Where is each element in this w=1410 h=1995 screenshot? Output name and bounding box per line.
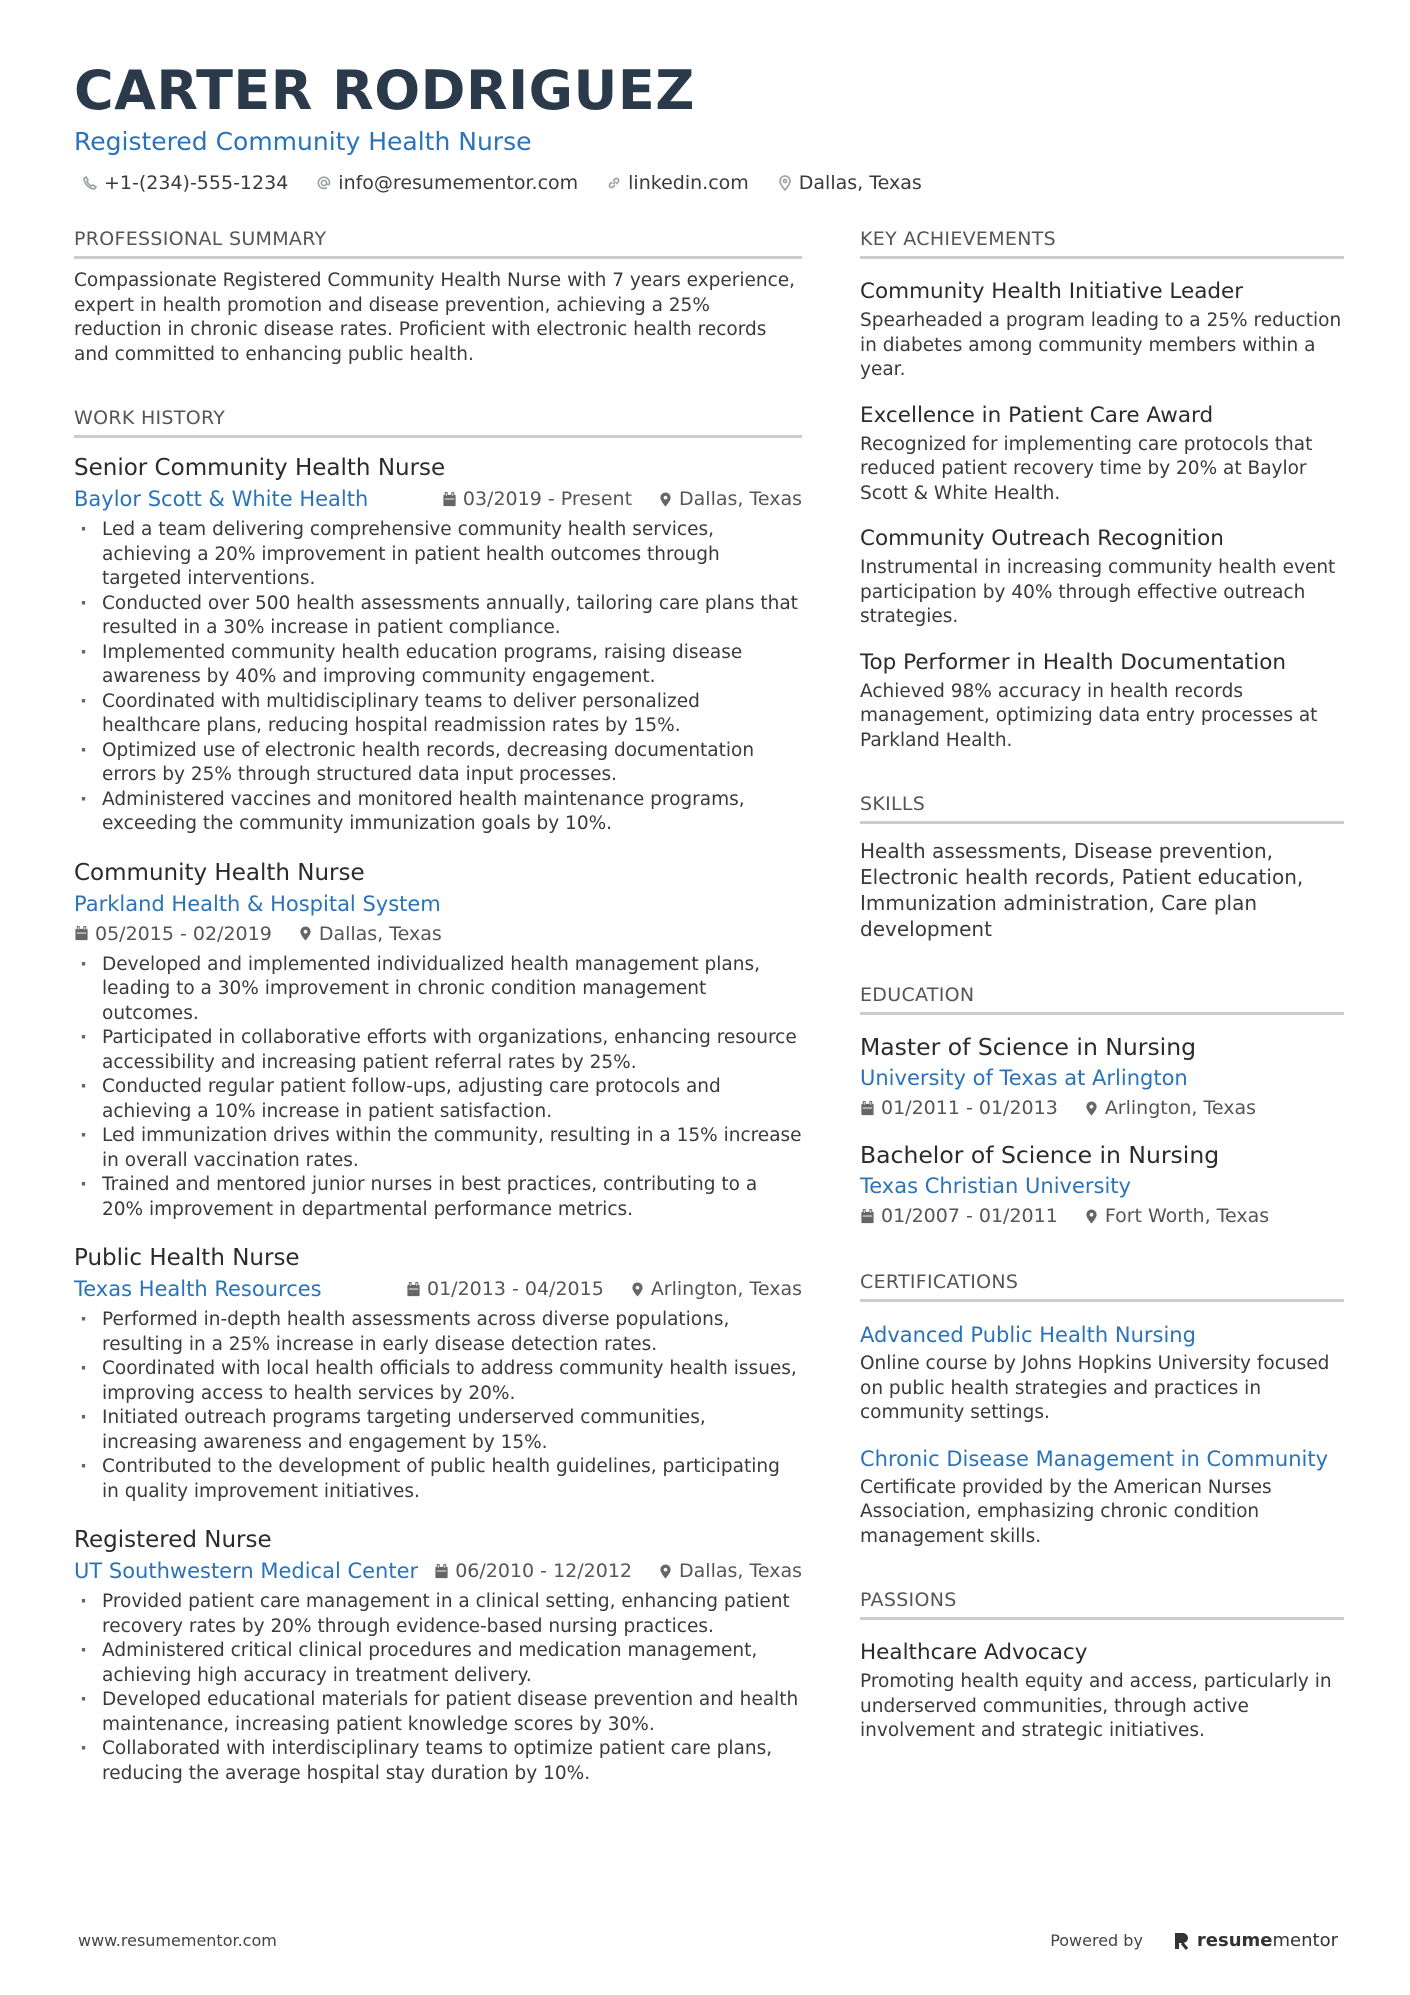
contact-location: [777, 172, 922, 194]
job-bullets: [74, 953, 802, 1223]
job-bullet: · Performed in-depth health assessments across diverse populations, resulting in a 25% increase in early disease detection rates.: [74, 1308, 802, 1357]
job-bullet: · Administered vaccines and monitored health maintenance programs, exceeding the community immunization goals by 10%.: [74, 788, 802, 837]
map-pin-icon: [777, 175, 793, 191]
education-item: [860, 1139, 1344, 1231]
left-column: [74, 226, 802, 1786]
job-bullet: · Provided patient care management in a clinical setting, enhancing patient recovery rates by 20% through evidence-based nursing practices.: [74, 1590, 802, 1639]
education-meta-row: [860, 1093, 1344, 1123]
achievement-desc: Achieved 98% accuracy in health records management, optimizing data entry processes at Parkland Health.: [860, 680, 1318, 751]
certification-desc: Online course by Johns Hopkins University focused on public health strategies and practices in community settings.: [860, 1353, 1330, 1423]
map-pin-icon: [298, 926, 313, 941]
calendar-icon: [74, 926, 89, 941]
job-entry: [74, 1242, 802, 1504]
right-column: [860, 226, 1344, 1744]
passion-item: [860, 1638, 1344, 1744]
calendar-icon: [434, 1564, 449, 1579]
job-meta-row: [74, 1274, 802, 1304]
contact-email: [316, 172, 578, 194]
job-dates: 03/2019 - Present: [442, 484, 632, 514]
education-degree: Master of Science in Nursing: [860, 1033, 1197, 1061]
location-text: Dallas, Texas: [798, 172, 922, 194]
achievement-title: Top Performer in Health Documentation: [860, 649, 1287, 675]
job-bullet: · Coordinated with multidisciplinary teams to deliver personalized healthcare plans, reducing hospital readmission rates by 15%.: [74, 690, 802, 739]
certification-item: [860, 1320, 1344, 1426]
contact-phone: [82, 172, 288, 194]
job-entry: [74, 1524, 802, 1786]
job-bullet: · Conducted over 500 health assessments annually, tailoring care plans that resulted in a 30% increase in patient compliance.: [74, 592, 802, 641]
education-degree: Bachelor of Science in Nursing: [860, 1141, 1220, 1169]
powered-by-label: Powered by: [1050, 1931, 1143, 1950]
calendar-icon: [860, 1209, 875, 1224]
skills-text: Health assessments, Disease prevention, Electronic health records, Patient education, Immunization administration, Care plan development: [860, 839, 1304, 941]
job-bullet: · Led immunization drives within the community, resulting in a 15% increase in overall vaccination rates.: [74, 1124, 802, 1173]
education-school: Texas Christian University: [860, 1174, 1131, 1198]
job-org: UT Southwestern Medical Center: [74, 1559, 419, 1583]
education-dates: 01/2011 - 01/2013: [860, 1093, 1058, 1123]
job-bullet: · Trained and mentored junior nurses in best practices, contributing to a 20% improvement in departmental performance metrics.: [74, 1173, 802, 1222]
job-bullet: · Coordinated with local health officials to address community health issues, improving access to health services by 20%.: [74, 1357, 802, 1406]
candidate-title: Registered Community Health Nurse: [74, 127, 532, 156]
job-bullet: · Led a team delivering comprehensive community health services, achieving a 20% improvement in patient health outcomes through targeted interventions.: [74, 518, 802, 592]
map-pin-icon: [630, 1282, 645, 1297]
job-bullet: · Developed and implemented individualized health management plans, leading to a 30% improvement in chronic condition management outcomes.: [74, 953, 802, 1027]
achievement-item: [860, 648, 1344, 754]
education-item: [860, 1031, 1344, 1123]
job-location: Dallas, Texas: [658, 484, 802, 514]
achievements-heading: KEY ACHIEVEMENTS: [860, 226, 1344, 259]
calendar-icon: [406, 1282, 421, 1297]
job-bullets: [74, 518, 802, 837]
job-entry: [74, 857, 802, 1223]
job-org: Texas Health Resources: [74, 1277, 322, 1301]
certification-item: [860, 1444, 1344, 1550]
job-org-row: [74, 889, 802, 919]
job-meta-row: [74, 1556, 802, 1586]
job-location: Dallas, Texas: [658, 1556, 802, 1586]
achievement-title: Excellence in Patient Care Award: [860, 402, 1214, 428]
job-title: Community Health Nurse: [74, 859, 365, 886]
certification-title: Chronic Disease Management in Community: [860, 1446, 1328, 1471]
achievement-item: [860, 524, 1344, 630]
map-pin-icon: [658, 1564, 673, 1579]
job-org: Baylor Scott & White Health: [74, 487, 369, 511]
summary-heading: PROFESSIONAL SUMMARY: [74, 226, 802, 259]
job-bullet: · Contributed to the development of public health guidelines, participating in quality improvement initiatives.: [74, 1455, 802, 1504]
job-bullet: · Optimized use of electronic health records, decreasing documentation errors by 25% through structured data input processes.: [74, 739, 802, 788]
calendar-icon: [442, 492, 457, 507]
certification-desc: Certificate provided by the American Nurses Association, emphasizing chronic condition management skills.: [860, 1476, 1272, 1547]
link-icon: [606, 175, 622, 191]
job-bullet: · Participated in collaborative efforts with organizations, enhancing resource accessibility and increasing patient referral rates by 25%.: [74, 1026, 802, 1075]
email-text: info@resumementor.com: [338, 172, 579, 194]
education-school: University of Texas at Arlington: [860, 1066, 1188, 1090]
contact-linkedin: [606, 172, 749, 194]
certifications-heading: CERTIFICATIONS: [860, 1269, 1344, 1302]
job-dates: 06/2010 - 12/2012: [434, 1556, 632, 1586]
job-bullet: · Developed educational materials for patient disease prevention and health maintenance, increasing patient knowledge scores by 30%.: [74, 1688, 802, 1737]
achievement-item: [860, 277, 1344, 383]
passion-desc: Promoting health equity and access, particularly in underserved communities, through active involvement and strategic initiatives.: [860, 1671, 1332, 1741]
phone-text: +1-(234)-555-1234: [104, 172, 289, 194]
job-meta-row: [74, 919, 802, 949]
work-heading: WORK HISTORY: [74, 405, 802, 438]
job-bullet: · Implemented community health education programs, raising disease awareness by 40% and improving community engagement.: [74, 641, 802, 690]
passion-title: Healthcare Advocacy: [860, 1640, 1088, 1665]
page-footer: [78, 1930, 1338, 1951]
contact-bar: [74, 172, 1344, 194]
education-heading: EDUCATION: [860, 982, 1344, 1015]
linkedin-text: linkedin.com: [628, 172, 749, 194]
education-location: Fort Worth, Texas: [1084, 1201, 1269, 1231]
skills-heading: SKILLS: [860, 791, 1344, 824]
map-pin-icon: [1084, 1209, 1099, 1224]
at-icon: [316, 175, 332, 191]
phone-icon: [82, 175, 98, 191]
education-meta-row: [860, 1201, 1344, 1231]
job-title: Senior Community Health Nurse: [74, 455, 446, 481]
job-bullets: [74, 1590, 802, 1786]
achievement-title: Community Outreach Recognition: [860, 526, 1224, 551]
achievement-desc: Instrumental in increasing community health event participation by 40% through effective outreach strategies.: [860, 557, 1336, 627]
job-title: Public Health Nurse: [74, 1245, 300, 1271]
passions-heading: PASSIONS: [860, 1587, 1344, 1620]
achievement-desc: Recognized for implementing care protocols that reduced patient recovery time by 20% at Baylor Scott & White Health.: [860, 433, 1313, 504]
map-pin-icon: [1084, 1101, 1099, 1116]
map-pin-icon: [658, 492, 673, 507]
education-dates: 01/2007 - 01/2011: [860, 1201, 1058, 1231]
education-location: Arlington, Texas: [1084, 1093, 1256, 1123]
job-meta-row: [74, 484, 802, 514]
job-org: Parkland Health & Hospital System: [74, 891, 441, 916]
achievement-desc: Spearheaded a program leading to a 25% reduction in diabetes among community members within a year.: [860, 310, 1342, 380]
candidate-name: CARTER RODRIGUEZ: [74, 59, 695, 122]
achievement-title: Community Health Initiative Leader: [860, 279, 1244, 304]
footer-site-link[interactable]: www.resumementor.com: [78, 1931, 277, 1950]
job-dates: 05/2015 - 02/2019: [74, 919, 272, 949]
job-bullet: · Initiated outreach programs targeting underserved communities, increasing awareness and engagement by 15%.: [74, 1406, 802, 1455]
job-bullet: · Collaborated with interdisciplinary teams to optimize patient care plans, reducing the average hospital stay duration by 10%.: [74, 1737, 802, 1786]
job-bullet: · Conducted regular patient follow-ups, adjusting care protocols and achieving a 10% increase in patient satisfaction.: [74, 1075, 802, 1124]
certification-title: Advanced Public Health Nursing: [860, 1323, 1196, 1347]
job-dates: 01/2013 - 04/2015: [406, 1274, 604, 1304]
calendar-icon: [860, 1101, 875, 1116]
job-location: Dallas, Texas: [298, 919, 442, 949]
resume-header: [74, 58, 1344, 194]
job-bullet: · Administered critical clinical procedures and medication management, achieving high accuracy in treatment delivery.: [74, 1639, 802, 1688]
job-title: Registered Nurse: [74, 1527, 272, 1553]
job-location: Arlington, Texas: [630, 1274, 802, 1304]
resumementor-logo-icon: [1173, 1931, 1191, 1951]
achievement-item: [860, 401, 1344, 507]
summary-text: Compassionate Registered Community Health Nurse with 7 years experience, expert in health promotion and disease prevention, achieving a 25% reduction in chronic disease rates. Proficient with electronic health records and committed to enhancing public health.: [74, 270, 796, 365]
brand-logo: resumementor: [1173, 1930, 1338, 1951]
job-bullets: [74, 1308, 802, 1504]
job-entry: [74, 452, 802, 837]
